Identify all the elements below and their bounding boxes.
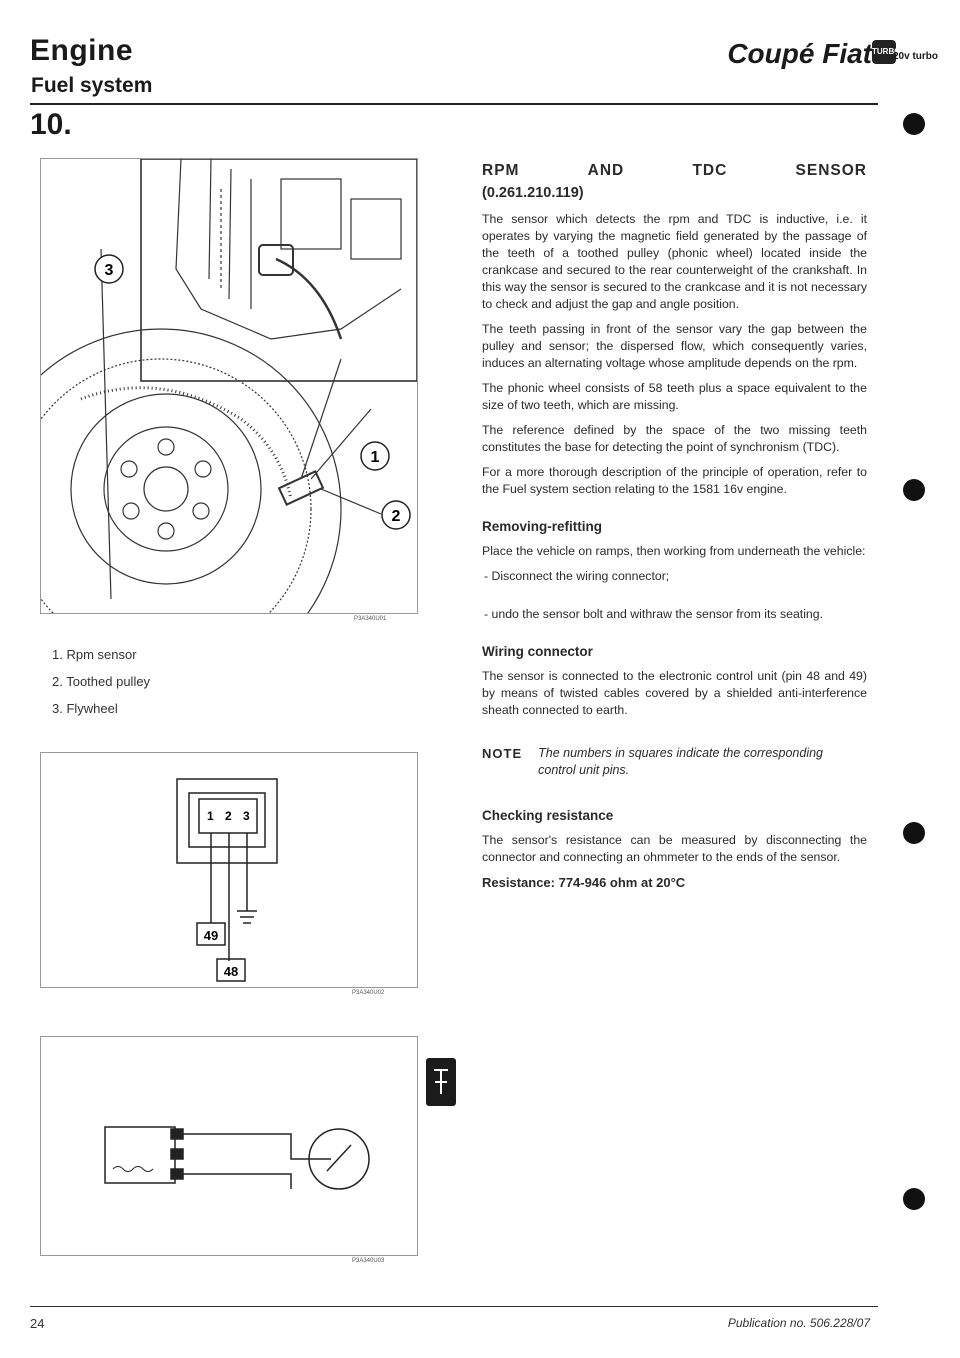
subsection-title: Fuel system — [31, 74, 153, 97]
step-item: - Disconnect the wiring connector; — [484, 568, 670, 583]
paragraph: The sensor which detects the rpm and TDC is inductive, i.e. it operates by varying the magnetic field generated by the passage of the teeth of a toothed pulley (phonic wheel) located inside the crankcase and secured to the rear counterweight of the crankshaft. In this way the sensor is secured to the crankcase and it is not necessary to check and adjust the gap and angle position. — [482, 212, 867, 312]
figure3-code: P3A340U03 — [352, 1258, 385, 1264]
binding-hole-dot — [903, 113, 925, 135]
paragraph: The teeth passing in front of the sensor vary the gap between the pulley and sensor; the dispersed flow, which consequently varies, induces an alternating voltage whose amplitude depends on the rpm. — [482, 322, 867, 371]
svg-text:1: 1 — [207, 809, 214, 823]
ohmmeter-drawing — [41, 1037, 417, 1255]
legend-item-toothed-pulley: 2. Toothed pulley — [52, 674, 151, 689]
section-heading: RPM AND TDC SENSOR — [482, 162, 867, 179]
ohmmeter-check-diagram — [40, 1036, 418, 1256]
checking-text: The sensor's resistance can be measured by disconnecting the connector and connecting an ohmmeter to the ends of the sensor. — [482, 833, 867, 865]
main-text-column — [482, 160, 867, 892]
binding-hole-dot — [903, 479, 925, 501]
removing-heading: Removing-refitting — [482, 518, 602, 534]
note-text: The numbers in squares indicate the corresponding control unit pins. — [538, 745, 824, 778]
figure2-code: P3A340U02 — [352, 990, 385, 996]
paragraph: For a more thorough description of the principle of operation, refer to the Fuel system section relating to the 1581 16v engine. — [482, 464, 867, 496]
flywheel-sensor-illustration — [40, 158, 418, 614]
turbo-badge-logo: TURBO — [872, 40, 896, 64]
binding-hole-dot — [903, 822, 925, 844]
flywheel-drawing — [41, 159, 417, 613]
svg-text:49: 49 — [203, 928, 219, 943]
figure1-code: P3A340U01 — [354, 616, 387, 622]
ohmmeter-tool-icon — [426, 1058, 456, 1106]
note-block — [482, 745, 867, 780]
wiring-connector-diagram — [40, 752, 418, 988]
chapter-title: Engine — [30, 34, 134, 67]
note-label: NOTE — [482, 745, 523, 761]
svg-text:2: 2 — [225, 809, 232, 823]
brand-name: Coupé Fiat — [727, 38, 872, 69]
footer-rule — [30, 1306, 878, 1307]
sensor-part-code: (0.261.210.119) — [482, 185, 584, 202]
binding-hole-dot — [903, 1188, 925, 1210]
section-number: 10. — [30, 108, 72, 141]
paragraph: The reference defined by the space of the two missing teeth constitutes the base for detecting the point of synchronism (TDC). — [482, 423, 867, 454]
legend-item-rpm-sensor: 1. Rpm sensor — [52, 647, 137, 662]
callout-2 — [382, 501, 410, 529]
model-label: 20v turbo — [892, 51, 938, 62]
callout-1 — [361, 442, 389, 470]
svg-text:1: 1 — [370, 449, 380, 466]
publication-number: Publication no. 506.228/07 — [727, 1316, 870, 1330]
svg-text:48: 48 — [223, 964, 239, 979]
svg-text:3: 3 — [104, 262, 114, 279]
wiring-heading: Wiring connector — [482, 644, 593, 660]
legend-item-flywheel: 3. Flywheel — [52, 701, 118, 716]
svg-text:3: 3 — [243, 809, 250, 823]
header-rule — [30, 103, 878, 105]
wiring-text: The sensor is connected to the electronic control unit (pin 48 and 49) by means of twisted cables covered by a shielded anti-interference sheath connected to earth. — [482, 669, 867, 717]
checking-heading: Checking resistance — [482, 808, 614, 824]
resistance-value: Resistance: 774-946 ohm at 20°C — [482, 875, 686, 891]
connector-drawing — [41, 753, 417, 987]
svg-text:2: 2 — [391, 508, 401, 525]
page-number: 24 — [30, 1316, 45, 1331]
step-item: - undo the sensor bolt and withraw the sensor from its seating. — [484, 607, 824, 622]
removing-intro: Place the vehicle on ramps, then working from underneath the vehicle: — [482, 543, 866, 558]
paragraph: The phonic wheel consists of 58 teeth plus a space equivalent to the size of two teeth, which are missing. — [482, 381, 867, 413]
callout-3 — [95, 255, 123, 283]
